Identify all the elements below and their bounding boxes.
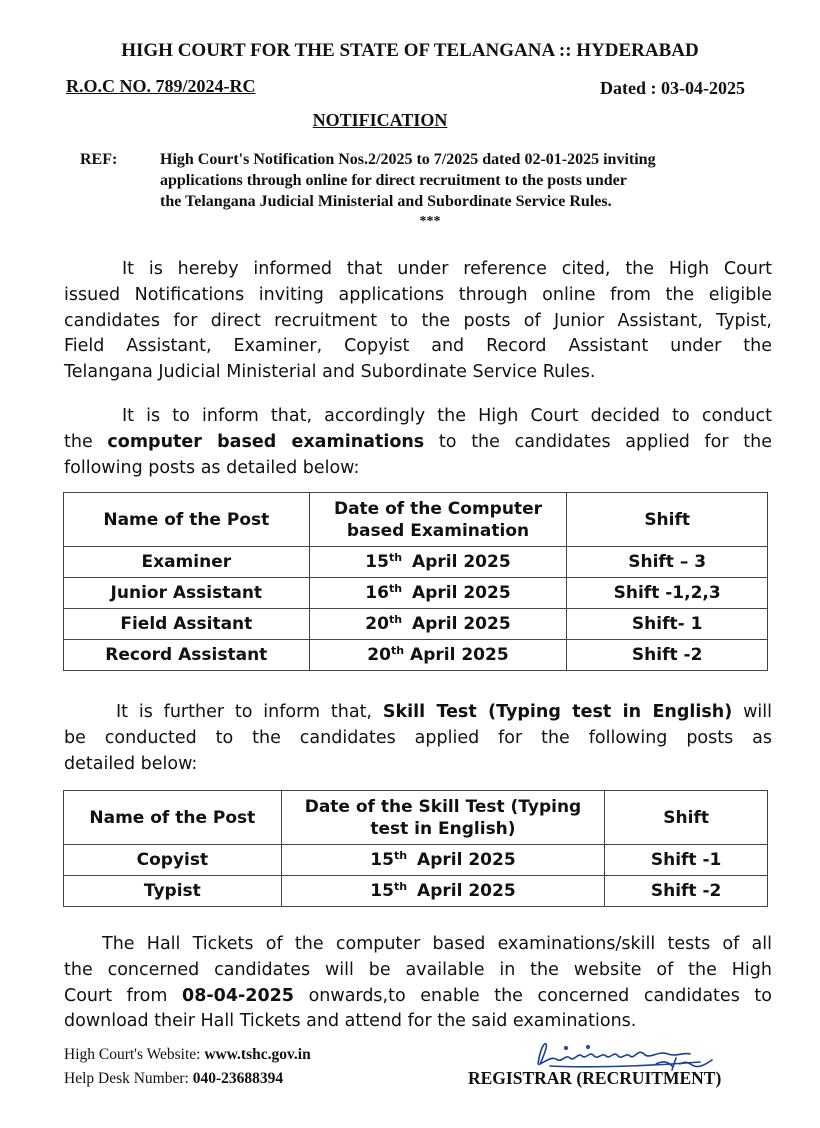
date-month-year: April 2025 <box>417 850 516 870</box>
paragraph-line: download their Hall Tickets and attend for the said examinations. <box>64 1011 637 1032</box>
date-suffix: th <box>390 644 405 657</box>
separator-stars: *** <box>419 214 441 229</box>
header-post: Name of the Post <box>64 493 310 547</box>
date-day-wrap <box>370 881 407 901</box>
table-row <box>64 609 768 640</box>
table-row <box>64 578 768 609</box>
date-suffix: th <box>393 849 408 862</box>
helpdesk-line <box>64 1070 283 1088</box>
date-day: 15 <box>365 552 389 572</box>
date-day: 20 <box>365 614 389 634</box>
cell-shift: Shift -2 <box>605 876 768 907</box>
date-suffix: th <box>393 880 408 893</box>
cell-post: Copyist <box>64 845 282 876</box>
court-title: HIGH COURT FOR THE STATE OF TELANGANA :: HYDERABAD <box>121 40 699 61</box>
date-month-year: April 2025 <box>417 881 516 901</box>
cell-date <box>281 876 605 907</box>
bold-text: Skill Test (Typing test in English) <box>382 702 733 722</box>
reference-text <box>160 149 780 212</box>
header-date: Date of the Computer based Examination <box>309 493 567 547</box>
helpdesk-number: 040-23688394 <box>192 1070 284 1087</box>
date-day: 15 <box>370 881 394 901</box>
paragraph-3 <box>64 700 772 777</box>
website-line <box>64 1046 311 1064</box>
cbt-schedule-table <box>63 492 768 671</box>
cell-post: Typist <box>64 876 282 907</box>
reference-line: applications through online for direct recruitment to the posts under <box>160 172 627 189</box>
cell-date <box>309 547 567 578</box>
paragraph-line <box>64 984 772 1010</box>
table-row <box>64 547 768 578</box>
paragraph-line: It is to inform that, accordingly the High Court decided to conduct <box>122 406 772 426</box>
roc-number: R.O.C NO. 789/2024-RC <box>66 76 256 96</box>
table-row <box>64 876 768 907</box>
skill-test-table <box>63 790 768 907</box>
cell-shift: Shift- 1 <box>567 609 768 640</box>
paragraph-1 <box>64 257 772 386</box>
reference-line: the Telangana Judicial Ministerial and Subordinate Service Rules. <box>160 193 612 210</box>
cell-date <box>281 845 605 876</box>
paragraph-line: be conducted to the candidates applied for the following posts as <box>64 727 772 748</box>
cell-date <box>309 609 567 640</box>
header-shift: Shift <box>567 493 768 547</box>
dated: Dated : 03-04-2025 <box>600 78 745 98</box>
date-day: 20 <box>367 645 391 665</box>
text: to the candidates applied for the <box>424 431 772 452</box>
text: onwards,to enable the concerned candidates to <box>293 985 772 1006</box>
date-suffix: th <box>388 613 403 626</box>
date-day-wrap <box>370 850 407 870</box>
paragraph-line: Telangana Judicial Ministerial and Subordinate Service Rules. <box>64 362 596 383</box>
bold-text: 08-04-2025 <box>182 985 294 1006</box>
table-row <box>64 640 768 671</box>
date-month-year: April 2025 <box>412 552 511 572</box>
date-suffix: th <box>388 582 403 595</box>
table-row <box>64 845 768 876</box>
date-day-wrap <box>365 583 402 603</box>
notification-title: NOTIFICATION <box>312 110 448 130</box>
cell-shift: Shift -2 <box>567 640 768 671</box>
cell-shift: Shift -1 <box>605 845 768 876</box>
date-month-year: April 2025 <box>410 645 509 665</box>
paragraph-line <box>64 430 772 456</box>
website-label: High Court's Website: <box>64 1046 205 1063</box>
paragraph-line: It is hereby informed that under reference cited, the High Court <box>122 259 772 279</box>
text: the <box>64 431 108 452</box>
header-date: Date of the Skill Test (Typing test in English) <box>281 791 605 845</box>
text: It is further to inform that, <box>116 702 383 722</box>
paragraph-line: the concerned candidates will be available in the website of the High <box>64 959 772 980</box>
paragraph-line: issued Notifications inviting applications through online from the eligible <box>64 284 772 305</box>
date-day: 16 <box>365 583 389 603</box>
date-month-year: April 2025 <box>412 614 511 634</box>
header-post: Name of the Post <box>64 791 282 845</box>
cell-post: Junior Assistant <box>64 578 310 609</box>
cell-shift: Shift -1,2,3 <box>567 578 768 609</box>
date-day: 15 <box>370 850 394 870</box>
registrar-title: REGISTRAR (RECRUITMENT) <box>468 1068 722 1088</box>
cell-date <box>309 578 567 609</box>
paragraph-line: detailed below: <box>64 753 198 774</box>
paragraph-4 <box>64 932 772 1035</box>
header-shift: Shift <box>605 791 768 845</box>
date-suffix: th <box>388 551 403 564</box>
paragraph-2 <box>64 404 772 481</box>
table-header-row <box>64 493 768 547</box>
reference-line: High Court's Notification Nos.2/2025 to 7/2025 dated 02-01-2025 inviting <box>160 151 656 168</box>
cell-date <box>309 640 567 671</box>
text: Court from <box>64 985 183 1006</box>
bold-text: computer based examinations <box>107 431 425 452</box>
website-link[interactable]: www.tshc.gov.in <box>204 1046 311 1063</box>
paragraph-line: The Hall Tickets of the computer based examinations/skill tests of all <box>102 934 772 954</box>
paragraph-line: following posts as detailed below: <box>64 457 360 478</box>
text: will <box>732 702 773 722</box>
reference-label: REF: <box>80 151 118 168</box>
cell-shift: Shift – 3 <box>567 547 768 578</box>
date-day-wrap <box>365 614 402 634</box>
paragraph-line: Field Assistant, Examiner, Copyist and Record Assistant under the <box>64 336 772 357</box>
helpdesk-label: Help Desk Number: <box>64 1070 193 1087</box>
date-day-wrap <box>365 552 402 572</box>
reference-block <box>80 149 740 210</box>
date-month-year: April 2025 <box>412 583 511 603</box>
date-day-wrap <box>367 645 404 665</box>
table-header-row <box>64 791 768 845</box>
cell-post: Field Assitant <box>64 609 310 640</box>
paragraph-line <box>64 700 772 726</box>
paragraph-line: candidates for direct recruitment to the posts of Junior Assistant, Typist, <box>64 310 772 331</box>
cell-post: Record Assistant <box>64 640 310 671</box>
cell-post: Examiner <box>64 547 310 578</box>
